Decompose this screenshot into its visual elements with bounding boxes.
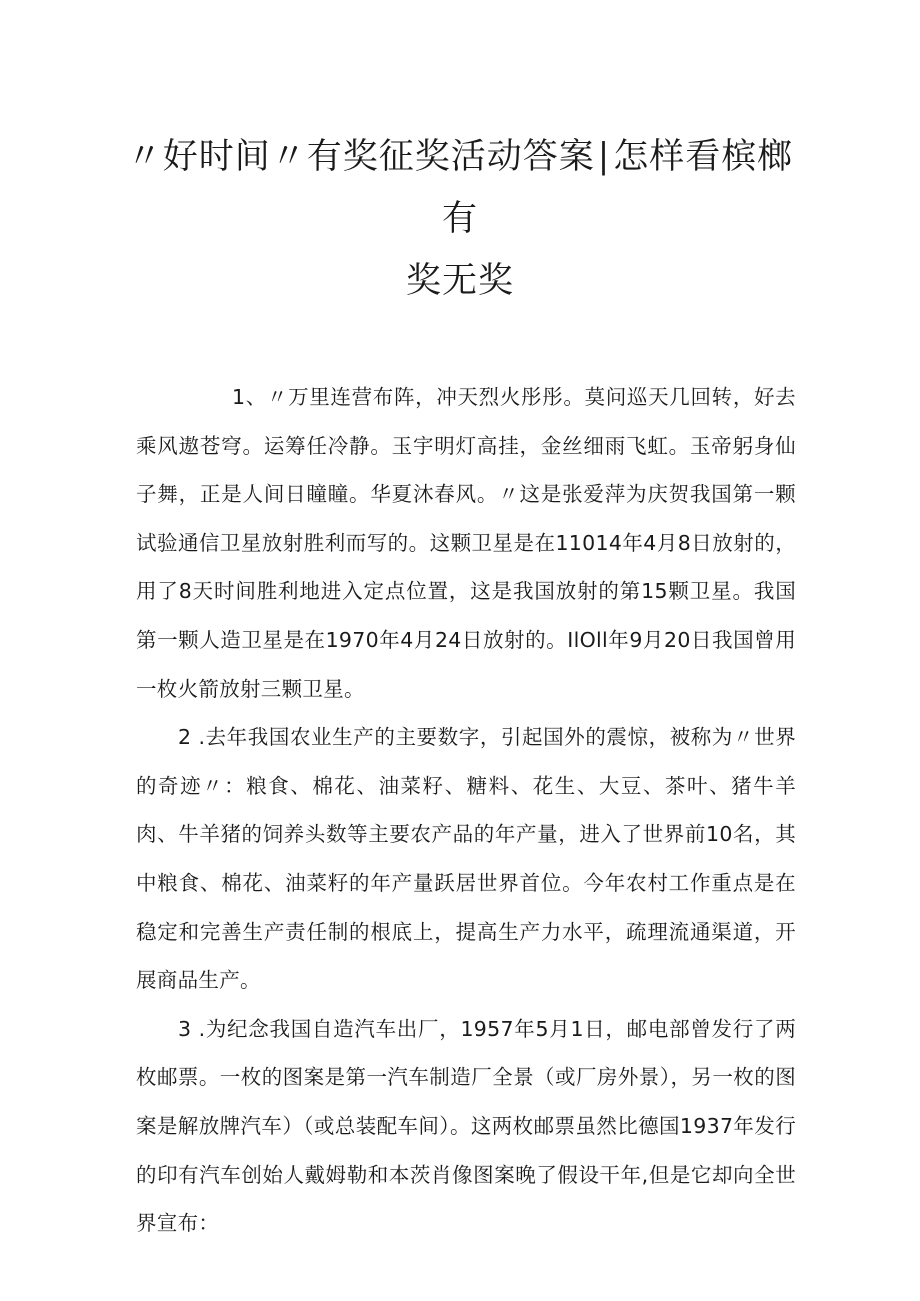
title-line-2: 有 — [441, 199, 478, 239]
paragraph-2: 2 .去年我国农业生产的主要数字，引起国外的震惊，被称为〃世界的奇迹〃：粮食、棉花、油菜籽、糖料、花生、大豆、茶叶、猪牛羊肉、牛羊猪的饲养头数等主要农产品的年产量，进入了世界前10名，其中粮食、棉花、油菜籽的年产量跃居世界首位。今年农村工作重点是在稳定和完善生产责任制的根底上，提高生产力水平，疏理流通渠道，开展商品生产。 — [136, 725, 796, 993]
title-line-3: 奖无奖 — [405, 261, 514, 301]
paragraph-1: 1、〃万里连营布阵，冲天烈火彤彤。莫问巡天几回转，好去乘风遨苍穹。运筹任冷静。玉宇明灯高挂，金丝细雨飞虹。玉帝躬身仙子舞，正是人间日瞳瞳。华夏沐春风。〃这是张爱萍为庆贺我国第一颗试验通信卫星放射胜利而写的。这颗卫星是在11014年4月8日放射的，用了8天时间胜利地进入定点位置，这是我国放射的第15颗卫星。我国第一颗人造卫星是在1970年4月24日放射的。IlOll年9月20日我国曾用一枚火箭放射三颗卫星。 — [136, 385, 796, 701]
title-line-1: 〃好时间〃有奖征奖活动答案∣怎样看槟榔 — [126, 137, 794, 177]
document-title — [100, 126, 820, 312]
paragraph-3: 3 .为纪念我国自造汽车出厂，1957年5月1日，邮电部曾发行了两枚邮票。一枚的图案是第一汽车制造厂全景（或厂房外景），另一枚的图案是解放牌汽车）（或总装配车间）。这两枚邮票虽然比德国1937年发行的印有汽车创始人戴姆勒和本茨肖像图案晚了假设干年,但是它却向全世界宣布： — [136, 1016, 796, 1236]
document-body — [136, 373, 796, 1248]
